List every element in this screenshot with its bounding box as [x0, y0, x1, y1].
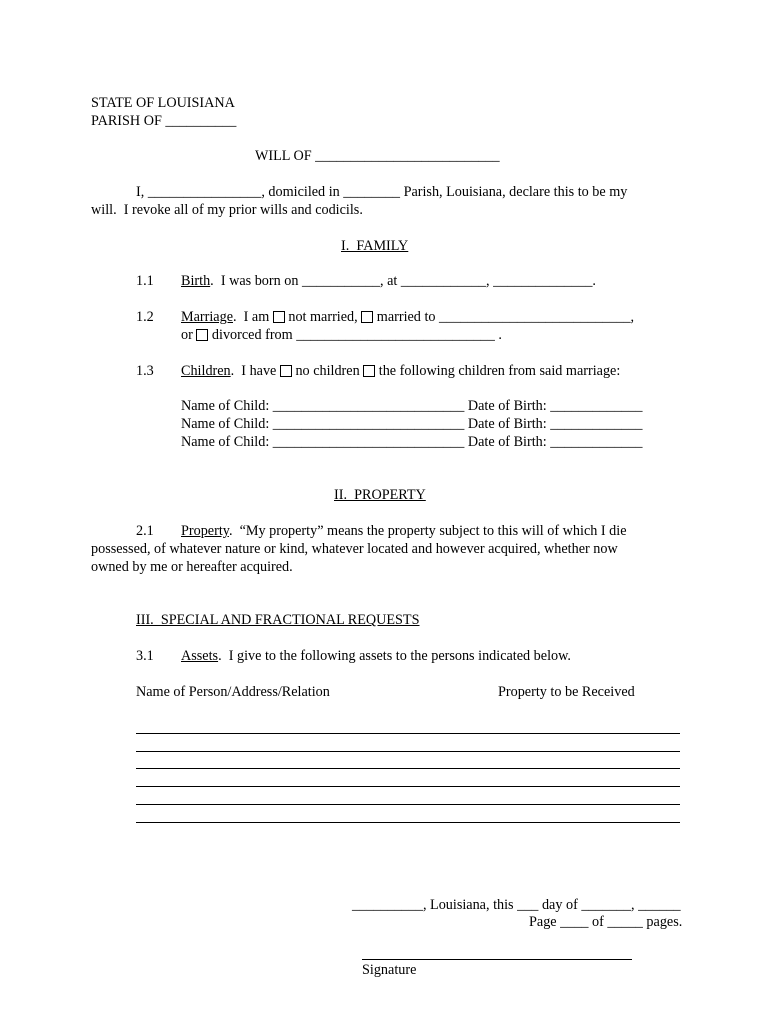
- property-text-2: possessed, of whatever nature or kind, whatever located and however acquired, whether now: [91, 541, 618, 557]
- birth-number: 1.1: [136, 273, 154, 289]
- married-to-label: married to ___________________________,: [373, 309, 635, 325]
- property-heading: II. PROPERTY: [334, 487, 426, 503]
- birth-clause: [181, 272, 596, 290]
- divorced-checkbox[interactable]: [196, 329, 208, 341]
- state-heading: STATE OF LOUISIANA: [91, 95, 235, 111]
- column-property-received: Property to be Received: [498, 684, 635, 700]
- intro-line-2: will. I revoke all of my prior wills and codicils.: [91, 202, 363, 218]
- not-married-label: not married,: [284, 309, 362, 325]
- assets-text: . I give to the following assets to the persons indicated below.: [218, 648, 571, 664]
- signature-label: Signature: [362, 962, 417, 978]
- no-children-checkbox[interactable]: [280, 365, 292, 377]
- asset-line-3[interactable]: [136, 768, 680, 769]
- parish-heading: PARISH OF __________: [91, 113, 237, 129]
- birth-label: Birth: [181, 273, 211, 289]
- property-text-3: owned by me or hereafter acquired.: [91, 559, 293, 575]
- marriage-clause: [181, 308, 634, 326]
- children-number: 1.3: [136, 363, 154, 379]
- asset-line-4[interactable]: [136, 786, 680, 787]
- divorced-from-label: divorced from ____________________________ .: [208, 327, 502, 343]
- date-line: __________, Louisiana, this ___ day of _______, ______: [352, 897, 681, 913]
- following-children-label: the following children from said marriage:: [375, 363, 621, 379]
- child-row-1: Name of Child: ___________________________ Date of Birth: _____________: [181, 398, 643, 414]
- married-checkbox[interactable]: [361, 311, 373, 323]
- child-row-3: Name of Child: ___________________________ Date of Birth: _____________: [181, 434, 643, 450]
- will-title: WILL OF __________________________: [255, 148, 500, 164]
- signature-line[interactable]: [362, 959, 632, 960]
- marriage-text: . I am: [233, 309, 273, 325]
- asset-line-5[interactable]: [136, 804, 680, 805]
- asset-line-2[interactable]: [136, 751, 680, 752]
- assets-number: 3.1: [136, 648, 154, 664]
- children-label: Children: [181, 363, 231, 379]
- special-heading: [136, 611, 420, 629]
- asset-line-1[interactable]: [136, 733, 680, 734]
- page-line: Page ____ of _____ pages.: [529, 914, 683, 930]
- following-children-checkbox[interactable]: [363, 365, 375, 377]
- property-label: Property: [181, 523, 229, 539]
- property-clause: [181, 522, 627, 540]
- property-number: 2.1: [136, 523, 154, 539]
- no-children-label: no children: [291, 363, 364, 379]
- marriage-clause-line-2: [181, 326, 502, 344]
- not-married-checkbox[interactable]: [273, 311, 285, 323]
- birth-text: . I was born on ___________, at ____________, ______________.: [210, 273, 596, 289]
- family-heading: I. FAMILY: [341, 238, 409, 254]
- property-text-1: . “My property” means the property subject to this will of which I die: [228, 523, 627, 539]
- assets-label: Assets: [181, 648, 219, 664]
- or-label: or: [181, 327, 197, 343]
- marriage-number: 1.2: [136, 309, 154, 325]
- column-name-person: Name of Person/Address/Relation: [136, 684, 330, 700]
- children-clause: [181, 362, 620, 380]
- intro-line-1: I, ________________, domiciled in ________ Parish, Louisiana, declare this to be my: [136, 184, 628, 200]
- asset-line-6[interactable]: [136, 822, 680, 823]
- children-text: . I have: [230, 363, 280, 379]
- marriage-label: Marriage: [181, 309, 233, 325]
- assets-clause: [181, 647, 571, 665]
- special-heading-text: III. SPECIAL AND FRACTIONAL REQUESTS: [136, 612, 420, 628]
- child-row-2: Name of Child: ___________________________ Date of Birth: _____________: [181, 416, 643, 432]
